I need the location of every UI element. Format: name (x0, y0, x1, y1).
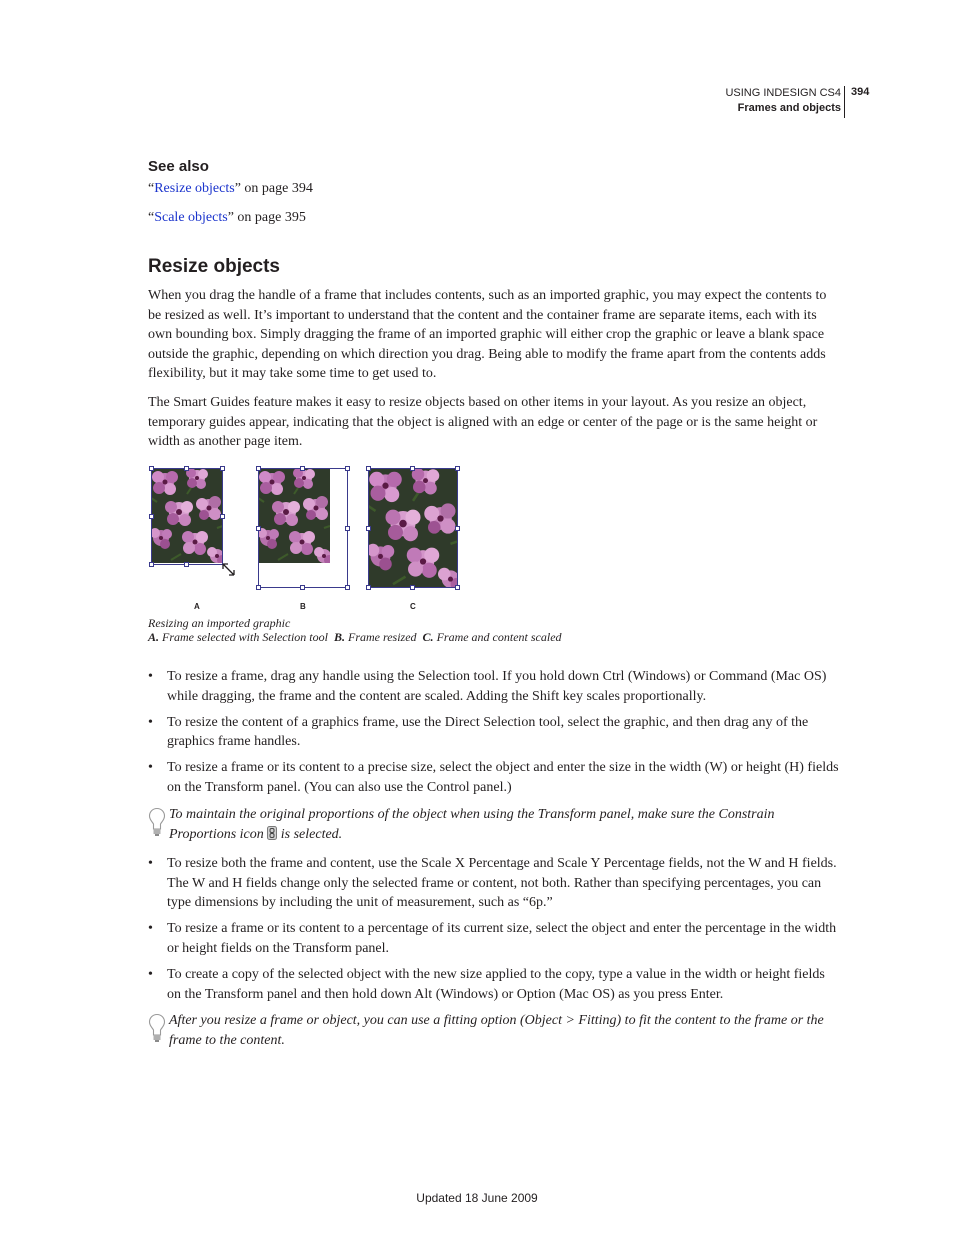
handle (455, 585, 460, 590)
handle (256, 585, 261, 590)
handle (300, 466, 305, 471)
lightbulb-icon (148, 807, 166, 837)
body-paragraph-1: When you drag the handle of a frame that includes contents, such as an imported graphic, you may expect the contents to be resized as well. It’s important to understand that the content and the container frame are separate items, each with its own bounding box. Simply dragging the frame of an imported graphic will either crop the graphic or leave a blank space outside the graphic, depending on which direction you drag. Being able to modify the frame apart from the contents adds flexibility, but it may take some time to get used to. (148, 288, 827, 382)
handle (149, 514, 154, 519)
frame-a (151, 468, 223, 565)
handle (149, 562, 154, 567)
handle (345, 526, 350, 531)
figure-label-b: B (300, 602, 306, 611)
handle (345, 585, 350, 590)
handle (455, 526, 460, 531)
running-header (725, 86, 841, 116)
figure-caption-items: A. Frame selected with Selection tool B. Frame resized C. Frame and content scaled (148, 630, 562, 644)
see-also-heading: See also (148, 158, 209, 175)
page-number: 394 (851, 86, 870, 98)
handle (410, 585, 415, 590)
list-item: • To resize the content of a graphics frame, use the Direct Selection tool, select the graphic, and then drag any of the graphics frame handles. (148, 714, 809, 750)
link-resize-objects[interactable]: Resize objects (154, 181, 235, 196)
tip-1-text: To maintain the original proportions of the object when using the Transform panel, make sure the Constrain Proportions icon is selected. (169, 807, 775, 842)
link-scale-objects[interactable]: Scale objects (154, 210, 228, 225)
figure-label-a: A (194, 602, 200, 611)
figure-caption-title: Resizing an imported graphic (148, 616, 291, 630)
handle (455, 466, 460, 471)
handle (184, 562, 189, 567)
section-title: Resize objects (148, 256, 280, 277)
handle (366, 585, 371, 590)
tip-2-text: After you resize a frame or object, you can use a fitting option (Object > Fitting) to fit the content to the frame or the frame to the content. (169, 1013, 824, 1048)
handle (300, 585, 305, 590)
resize-figure (148, 463, 468, 613)
handle (149, 466, 154, 471)
constrain-proportions-icon (267, 826, 277, 840)
tip-1 (148, 805, 840, 844)
see-also-ref-1: “Resize objects” on page 394 (148, 181, 313, 196)
chapter-title: Frames and objects (737, 102, 841, 114)
handle (256, 526, 261, 531)
handle (345, 466, 350, 471)
list-item: • To resize a frame or its content to a percentage of its current size, select the object and enter the percentage in the width or height fields on the Transform panel. (148, 921, 837, 956)
page-footer: Updated 18 June 2009 (416, 1191, 538, 1205)
list-item: • To resize a frame, drag any handle using the Selection tool. If you hold down Ctrl (Windows) or Command (Mac OS) while dragging, the frame and the content are scaled. Adding the Shift key scales proportionally. (148, 669, 827, 704)
body-paragraph-2: The Smart Guides feature makes it easy to resize objects based on other items in your layout. As you resize an object, temporary guides appear, indicating that the object is aligned with an edge or center of the page or is the same height or width as another page item. (148, 395, 818, 450)
frame-b (258, 468, 348, 588)
handle (366, 526, 371, 531)
bullet-list-2 (148, 854, 840, 1004)
list-item: • To create a copy of the selected object with the new size applied to the copy, type a value in the width or height fields on the Transform panel and then hold down Alt (Windows) or Option (Mac OS) as you press Enter. (148, 966, 825, 1002)
handle (410, 466, 415, 471)
handle (366, 466, 371, 471)
frame-c (368, 468, 458, 588)
list-item: • To resize a frame or its content to a precise size, select the object and enter the size in the width (W) or height (H) fields on the Transform panel. (You can also use the Control panel.) (148, 760, 839, 795)
handle (220, 466, 225, 471)
figure-label-c: C (410, 602, 416, 611)
resize-cursor-icon (220, 561, 238, 579)
bullet-list-1 (148, 667, 840, 798)
doc-title: USING INDESIGN CS4 (725, 87, 841, 99)
header-rule (844, 86, 845, 118)
handle (256, 466, 261, 471)
handle (184, 466, 189, 471)
handle (220, 514, 225, 519)
lightbulb-icon (148, 1013, 166, 1043)
see-also-ref-2: “Scale objects” on page 395 (148, 210, 306, 225)
list-item: • To resize both the frame and content, use the Scale X Percentage and Scale Y Percentage fields, not the W and H fields. The W and H fields change only the selected frame or content, not both. Rather than specifying percentages, you can type dimensions by including the unit of measurement, such as “6p.” (148, 856, 837, 911)
tip-2 (148, 1011, 840, 1050)
